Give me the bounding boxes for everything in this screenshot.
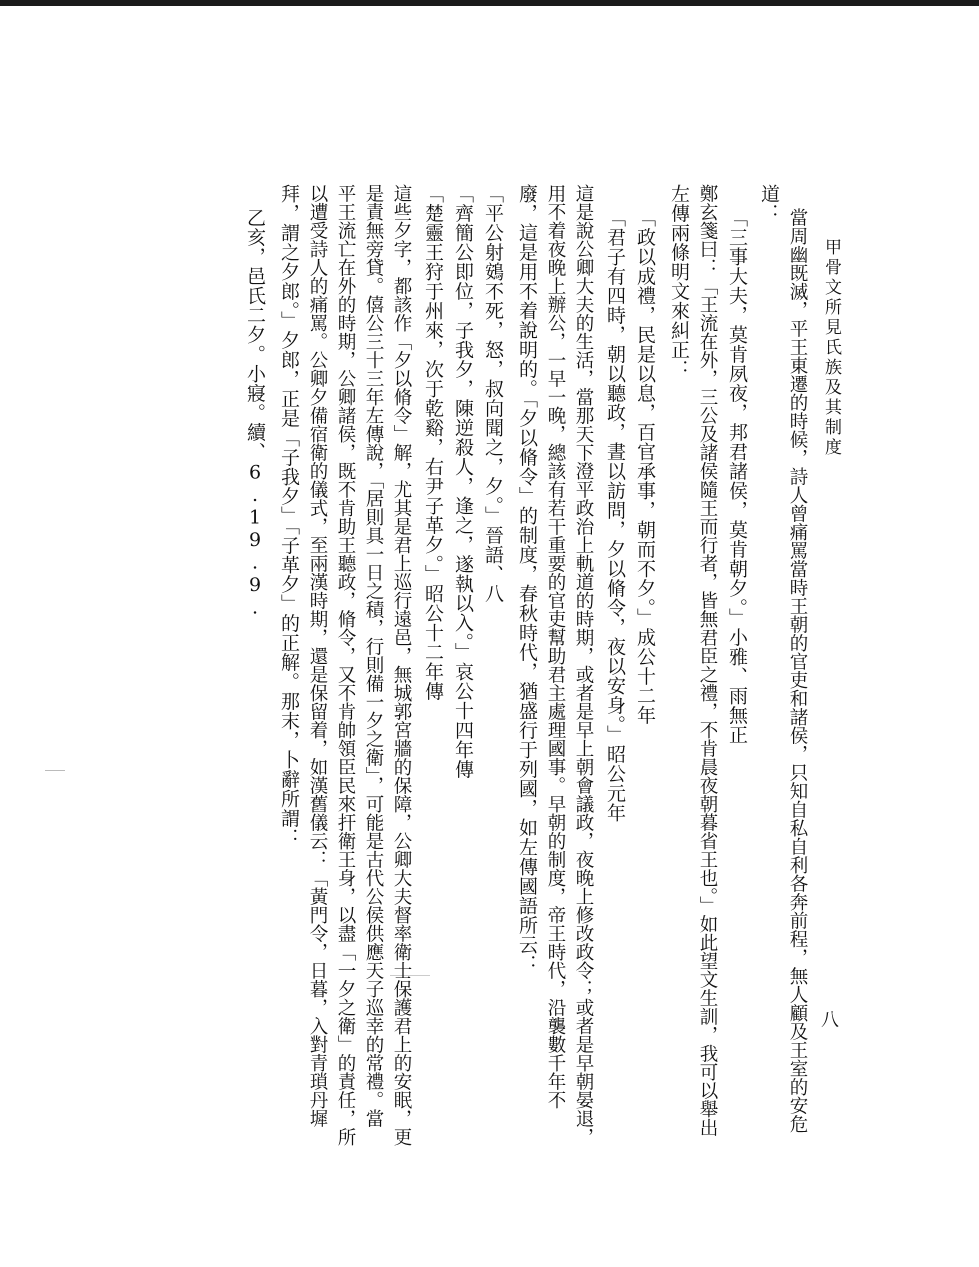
quote-column: 「平公射鴳不死，怒，叔向聞之，夕。」晉語、八 xyxy=(482,184,504,604)
text-column: 道： xyxy=(758,184,780,223)
text-column: 廢，這是用不着說明的。「夕以脩令」的制度，春秋時代，猶盛行于列國，如左傳國語所云： xyxy=(516,184,538,974)
text-column: 左傳兩條明文來糾正： xyxy=(668,184,690,379)
oracle-inscription: 乙亥，邑氏二夕。小寢。續、6.19.9. xyxy=(244,208,266,619)
text-page xyxy=(195,180,845,1160)
quote-column: 「君子有四時，朝以聽政，晝以訪問，夕以脩令，夜以安身。」昭公元年 xyxy=(604,208,626,823)
quote-column: 「三事大夫，莫肯夙夜，邦君諸侯，莫肯朝夕。」小雅、雨無正 xyxy=(726,208,748,745)
quote-column: 「齊簡公即位，子我夕，陳逆殺人，逢之，遂執以入。」哀公十四年傳 xyxy=(452,184,474,779)
quote-column: 「楚靈王狩于州來，次于乾谿，右尹子革夕。」昭公十二年傳 xyxy=(422,184,444,701)
text-column: 以遭受詩人的痛罵。公卿夕備宿衛的儀式，至兩漢時期，還是保留着，如漢舊儀云：「黃門令，日暮，入對青瑣丹墀 xyxy=(307,184,328,1128)
quote-column: 「政以成禮，民是以息，百官承事，朝而不夕。」成公十二年 xyxy=(634,208,656,725)
page-number: 八 xyxy=(818,1010,839,1028)
top-border xyxy=(0,0,979,6)
text-column: 拜，謂之夕郎。」夕郎，正是「子我夕」「子革夕」的正解。那末，卜辭所謂： xyxy=(278,184,300,848)
text-column: 鄭玄箋曰：「王流在外，三公及諸侯隨王而行者，皆無君臣之禮，不肯晨夜朝暮省王也。」如此望文生訓，我可以舉出 xyxy=(697,184,718,1137)
text-column: 這些夕字，都該作「夕以脩令」解，尤其是君上巡行遠邑，無城郭宮牆的保障，公卿大夫督率衛士保護君上的安眠，更 xyxy=(391,184,412,1146)
text-column: 當周幽既滅，平王東遷的時候，詩人曾痛罵當時王朝的官吏和諸侯，只知自私自利各奔前程，無人顧及王室的安危 xyxy=(787,208,808,1133)
scan-mark xyxy=(45,770,65,771)
text-column: 用不着夜晚上辦公，一早一晚，總該有若干重要的官吏幫助君主處理國事。早朝的制度，帝王時代，沿襲數千年不 xyxy=(545,184,566,1109)
text-column: 這是說公卿大夫的生活，當那天下澄平政治上軌道的時期，或者是早上朝會議政，夜晚上修改政令；或者是早朝晏退， xyxy=(573,184,594,1146)
text-column: 是責無旁貸。僖公三十三年左傳說，「居則具一日之積，行則備一夕之衛」，可能是古代公侯供應天子巡幸的常禮。當 xyxy=(363,184,384,1128)
text-column: 平王流亡在外的時期，公卿諸侯，既不肯助王聽政，脩令，又不肯帥領臣民來扞衛王身，以盡「一夕之衛」的責任，所 xyxy=(335,184,356,1146)
running-header: 甲骨文所見氏族及其制度 xyxy=(821,238,841,458)
